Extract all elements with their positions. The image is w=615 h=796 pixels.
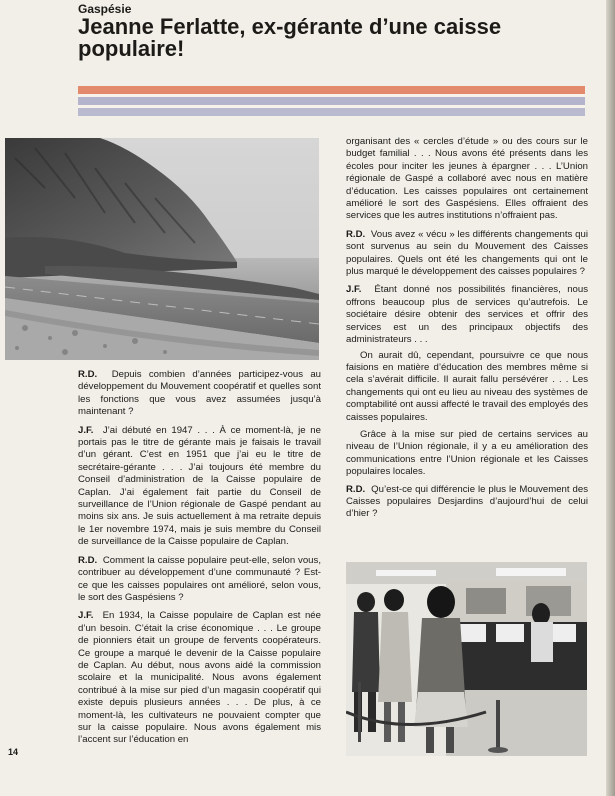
interview-paragraph: [78, 555, 321, 605]
speaker-label: J.F.: [346, 284, 362, 296]
paragraph-text: On aurait dû, cependant, poursuivre ce que nous faisions en matière d’éducation des membres même si cela s’avérait difficile. Il aurait fallu persévérer . . . Les changements qui ont eu lieu au niveau des systèmes de comptabilité ont aussi affecté le travail des employés des caisses populaires.: [346, 349, 588, 423]
speaker-label: J.F.: [78, 610, 94, 622]
paragraph-text: En 1934, la Caisse populaire de Caplan est née d’un besoin. C’était la crise économique . . . Le groupe de pionniers était un groupe de fervents coopérateurs. Ce groupe a marqué le devenir de la Caisse populaire de Caplan. Au début, nous avons aidé la commission scolaire et la municipalité. Nous avons également contribué à la mise sur pied d’un magasin coopératif qui existe depuis plusieurs années . . . De plus, à ce moment-là, les cultivateurs ne pouvaient compter que sur la caisse populaire. Nous avons également mis l’accent sur l’éducation en: [78, 610, 321, 746]
interview-paragraph: [346, 429, 588, 479]
section-kicker: Gaspésie: [78, 2, 132, 16]
speaker-label: J.F.: [78, 424, 94, 436]
paragraph-text: J’ai débuté en 1947 . . . À ce moment-là, je ne portais pas le titre de gérante mais je faisais le travail d’un gérant. C’est en 1951 que j’ai eu le titre de secrétaire-gérante . . . J’ai toujours été membre du Conseil d’administration de la Caisse populaire de Caplan. J’ai également fait partie du Conseil de surveillance de l’Union régionale de Gaspé pendant au moins six ans. Je suis actuellement à ma retraite depuis le 1er novembre 1974, mais je suis membre du Conseil de surveillance de la Caisse populaire de Caplan.: [78, 424, 321, 548]
page-number: 14: [8, 747, 19, 757]
paragraph-text: organisant des « cercles d’étude » ou des cours sur le budget familial . . . Nous avons été présents dans les écoles pour inciter les jeunes à épargner . . . L’Union régionale de Gaspé a collaboré avec nous en matière d’éducation. Les caisses populaires ont certainement amélioré le sort des Gaspésiens. Elles offraient des services que les autres institutions n’offraient pas.: [346, 136, 588, 222]
paragraph-text: Vous avez « vécu » les différents changements qui sont survenus au sein du Mouvement des Caisses populaires. Quels ont été les changements qui ont le plus marqué le développement des caisses populaires ?: [346, 228, 588, 278]
coastal-road-photo: [5, 138, 319, 360]
interview-paragraph: [78, 610, 321, 746]
paragraph-text: Étant donné nos possibilités financières, nous offrons beaucoup plus de services qu’autrefois. Le sociétaire désire obtenir des services et offrir des services est un des principaux objectifs des administrateurs . . .: [346, 284, 588, 346]
speaker-label: R.D.: [346, 483, 366, 495]
interview-paragraph: [346, 136, 588, 223]
interview-paragraph: [346, 284, 588, 346]
paragraph-text: Qu’est-ce qui différencie le plus le Mouvement des Caisses populaires Desjardins d’aujourd’hui de celui d’hier ?: [346, 483, 588, 520]
left-text-column: [78, 369, 321, 753]
interview-paragraph: [346, 350, 588, 424]
speaker-label: R.D.: [78, 554, 98, 566]
interview-paragraph: [78, 425, 321, 549]
paragraph-text: Depuis combien d’années participez-vous au développement du Mouvement coopératif et quelles sont les fonctions que vous avez assumées jusqu’à maintenant ?: [78, 369, 321, 418]
article-title: Jeanne Ferlatte, ex-gérante d’une caisse populaire!: [78, 14, 502, 61]
speaker-label: R.D.: [346, 228, 366, 240]
right-text-column: [346, 136, 588, 527]
decorative-stripes: [78, 86, 585, 116]
bank-counter-photo: [346, 562, 587, 756]
speaker-label: R.D.: [78, 369, 98, 380]
interview-paragraph: [346, 484, 588, 521]
paragraph-text: Comment la caisse populaire peut-elle, selon vous, contribuer au développement d’une communauté ? Est-ce que les caisses populaires ont amélioré, selon vous, le sort des Gaspésiens ?: [78, 554, 321, 603]
page-edge: [606, 0, 615, 796]
paragraph-text: Grâce à la mise sur pied de certains services au niveau de l’Union régionale, il y a eu amélioration des communications entre l’Union régionale et les Caisses populaires locales.: [346, 428, 588, 478]
interview-paragraph: [346, 229, 588, 279]
interview-paragraph: [78, 369, 321, 419]
